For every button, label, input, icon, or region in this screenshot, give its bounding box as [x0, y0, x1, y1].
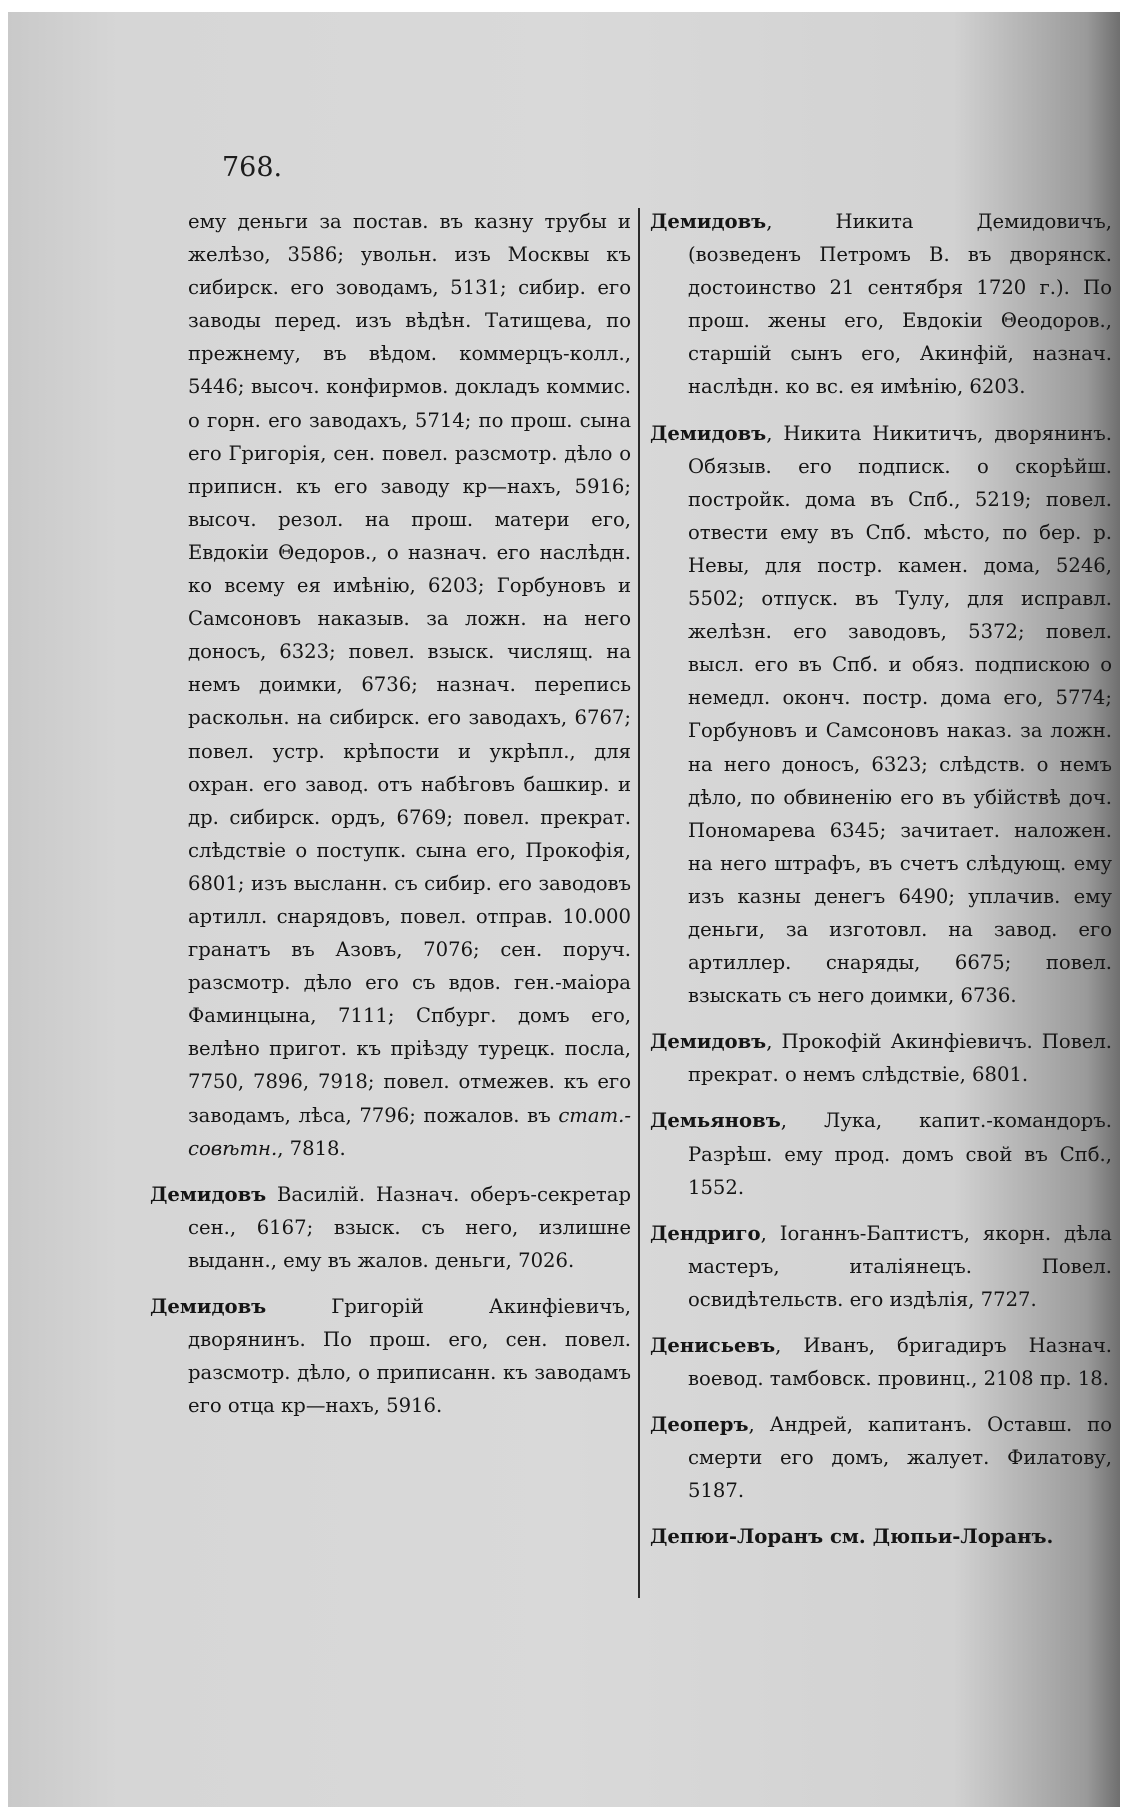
entry-text: , Никита Демидовичъ, (возведенъ Петромъ В. въ дворянск. достоинство 21 сентября 1720 г.). По прош. жены его, Евдокіи Θеодоров., старшій сынъ его, Акинфій, назнач. наслѣдн. ко вс. ея имѣнію, 6203. [688, 210, 1112, 399]
entry-text: см. [823, 1525, 873, 1549]
entry-headword: Демидовъ [650, 210, 767, 233]
entry-demidov-grigoriy [150, 1290, 631, 1422]
left-column [150, 205, 631, 1435]
entry-denisyev [650, 1329, 1112, 1395]
entry-headword: Депюи-Лоранъ [650, 1525, 824, 1549]
entry-text: , Прокофій Акинфіевичъ. Повел. прекрат. о немъ слѣдствіе, 6801. [688, 1030, 1112, 1087]
entry-continuation [150, 205, 631, 1165]
column-divider [638, 208, 640, 1598]
entry-headword: Демидовъ [150, 1295, 267, 1318]
entry-demidov-nikita-demidovich [650, 205, 1112, 404]
entry-headword: Деоперъ [650, 1413, 749, 1437]
book-page [8, 12, 1120, 1807]
entry-deoper [650, 1408, 1112, 1507]
entry-text: , Андрей, капитанъ. Оставш. по смерти его домъ, жалует. Филатову, 5187. [688, 1413, 1112, 1503]
entry-depyui-loran [650, 1520, 1112, 1553]
entry-headword: Демидовъ [650, 1030, 767, 1054]
entry-headword: Денисьевъ [650, 1334, 776, 1357]
entry-text: , Никита Никитичъ, дворянинъ. Обязыв. его подписк. о скорѣйш. постройк. дома въ Спб., 5219; повел. отвести ему въ Спб. мѣсто, по бер. р. Невы, для постр. камен. дома, 5246, 5502; отпуск. въ Тулу, для исправл. желѣзн. его заводовъ, 5372; повел. высл. его въ Спб. и обяз. подпискою о немедл. оконч. постр. дома его, 5774; Горбуновъ и Самсоновъ наказ. за ложн. на него доносъ, 6323; слѣдств. о немъ дѣло, по обвиненію его въ убійствѣ доч. Пономарева 6345; зачитает. наложен. на него штрафъ, въ счетъ слѣдующ. ему изъ казны денегъ 6490; уплачив. ему деньги, за изготовл. на завод. его артиллер. снаряды, 6675; повел. взыскать съ него доимки, 6736. [688, 421, 1112, 1008]
entry-dendrigo [650, 1217, 1112, 1316]
entry-text: , Лука, капит.-командоръ. Разрѣш. ему прод. домъ свой въ Спб., 1552. [688, 1109, 1112, 1199]
entry-text: ему деньги за постав. въ казну трубы и желѣзо, 3586; увольн. изъ Москвы къ сибирск. его зоводамъ, 5131; сибир. его заводы перед. изъ вѣдѣн. Татищева, по прежнему, въ вѣдом. коммерцъ-колл., 5446; высоч. конфирмов. докладъ коммис. о горн. его заводахъ, 5714; по прош. сына его Григорія, сен. повел. разсмотр. дѣло о приписн. къ его заводу кр—нахъ, 5916; высоч. резол. на прош. матери его, Евдокіи Θедоров., о назнач. его наслѣдн. ко всему ея имѣнію, 6203; Горбуновъ и Самсоновъ наказыв. за ложн. на него доносъ, 6323; повел. взыск. числящ. на немъ доимки, 6736; назнач. перепись раскольн. на сибирск. его заводахъ, 6767; повел. устр. крѣпости и укрѣпл., для охран. его завод. отъ набѣговъ башкир. и др. сибирск. ордъ, 6769; повел. прекрат. слѣдствіе о поступк. сына его, Прокофія, 6801; изъ высланн. съ сибир. его заводовъ артилл. снарядовъ, повел. отправ. 10.000 гранатъ въ Азовъ, 7076; сен. поруч. разсмотр. дѣло его съ вдов. ген.-маіора Фаминцына, 7111; Спбург. домъ его, велѣно пригот. къ пріѣзду турецк. посла, 7750, 7896, 7918; повел. отмежев. къ его заводамъ, лѣса, 7796; пожалов. въ [188, 210, 631, 1127]
entry-cross-reference: Дюпьи-Лоранъ. [872, 1525, 1054, 1549]
entry-headword: Дендриго [650, 1221, 761, 1245]
right-column [650, 205, 1112, 1567]
entry-headword: Демидовъ [650, 421, 767, 445]
entry-demyanov-luka [650, 1104, 1112, 1203]
entry-demidov-vasiliy [150, 1178, 631, 1277]
entry-headword: Демьяновъ [650, 1109, 781, 1133]
entry-text: , Іоганнъ-Баптистъ, якорн. дѣла мастеръ, италіянецъ. Повел. освидѣтельств. его издѣлія, 7727. [688, 1221, 1112, 1311]
entry-demidov-prokofiy [650, 1025, 1112, 1091]
entry-text: , 7818. [277, 1136, 346, 1160]
entry-italic-text: стат.-совѣтн. [188, 1103, 631, 1160]
page-number: 768. [222, 152, 283, 183]
entry-text: Григорій Акинфіевичъ, дворянинъ. По прош. его, сен. повел. разсмотр. дѣло, о приписанн. къ заводамъ его отца кр—нахъ, 5916. [188, 1295, 631, 1418]
entry-text: , Иванъ, бригадиръ Назнач. воевод. тамбовск. провинц., 2108 пр. 18. [688, 1334, 1112, 1391]
entry-text: Василій. Назнач. оберъ-секретар сен., 6167; взыск. съ него, излишне выданн., ему въ жалов. деньги, 7026. [188, 1182, 631, 1272]
entry-headword: Демидовъ [150, 1182, 267, 1206]
entry-demidov-nikita-nikitich [650, 417, 1112, 1013]
